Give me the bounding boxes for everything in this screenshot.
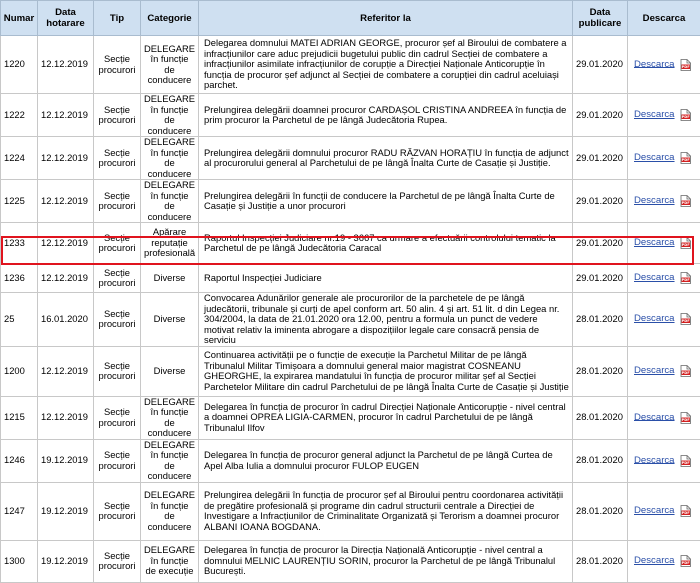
cell-numar: 1222 [1,94,38,137]
svg-text:PDF: PDF [681,511,690,515]
header-numar[interactable]: Numar [1,1,38,36]
cell-categorie: Diverse [141,346,199,396]
download-link[interactable]: Descarca [634,109,675,120]
cell-tip: Secție procurori [94,540,141,582]
cell-data-hotarare: 12.12.2019 [38,36,94,94]
cell-data-hotarare: 12.12.2019 [38,223,94,264]
cell-descarca [628,346,700,396]
cell-referitor: Raportul Inspecției Judiciare nr.19 - 3667 ca urmare a efectuării controlului tematic la Parchetul de pe lângă Judecătoria Caracal [199,223,573,264]
table-row [1,439,700,482]
pdf-icon[interactable] [680,313,691,325]
cell-categorie: DELEGARE în funcție de conducere [141,94,199,137]
pdf-icon[interactable] [680,109,691,121]
svg-text:PDF: PDF [681,461,690,465]
pdf-icon[interactable] [680,237,691,249]
table-row [1,396,700,439]
cell-numar: 1247 [1,482,38,540]
cell-data-hotarare: 12.12.2019 [38,264,94,293]
download-link[interactable]: Descarca [634,411,675,422]
cell-categorie: DELEGARE în funcție de conducere [141,396,199,439]
cell-descarca [628,223,700,264]
table-row [1,346,700,396]
cell-descarca [628,540,700,582]
cell-data-publicare: 29.01.2020 [573,137,628,180]
svg-text:PDF: PDF [681,158,690,162]
cell-referitor: Delegarea în funcția de procuror în cadrul Direcției Naționale Anticorupție - nivel central a doamnei OPREA LIGIA-CARMEN, procuror în cadrul Parchetului de pe lângă Tribunalul Ilfov [199,396,573,439]
cell-numar: 25 [1,293,38,347]
cell-numar: 1224 [1,137,38,180]
cell-data-publicare: 29.01.2020 [573,36,628,94]
cell-descarca [628,180,700,223]
cell-numar: 1233 [1,223,38,264]
cell-tip: Secție procurori [94,36,141,94]
table-header-row [1,1,700,36]
cell-data-publicare: 29.01.2020 [573,94,628,137]
cell-descarca [628,293,700,347]
cell-data-hotarare: 16.01.2020 [38,293,94,347]
cell-descarca [628,482,700,540]
cell-numar: 1300 [1,540,38,582]
download-link[interactable]: Descarca [634,505,675,516]
cell-descarca [628,264,700,293]
svg-text:PDF: PDF [681,418,690,422]
pdf-icon[interactable] [680,505,691,517]
cell-tip: Secție procurori [94,293,141,347]
cell-referitor: Convocarea Adunărilor generale ale procurorilor de la parchetele de pe lângă judecătorii, tribunale și curți de apel conform art. 50 alin. 4 și art. 51 lit. d din Legea nr. 304/2004, la data de 21.01.2020 ora 12.00, pentru a formula un punct de vedere motivat relativ la iminenta abrogare a dispozițiilor legale care consacră pensia de serviciu [199,293,573,347]
cell-descarca [628,137,700,180]
download-link[interactable]: Descarca [634,58,675,69]
svg-text:PDF: PDF [681,115,690,119]
header-referitor[interactable]: Referitor la [199,1,573,36]
cell-data-publicare: 28.01.2020 [573,540,628,582]
cell-data-publicare: 28.01.2020 [573,482,628,540]
cell-referitor: Prelungirea delegării domnului procuror RADU RĂZVAN HORAȚIU în funcția de adjunct al procurorului general al Parchetului de pe lângă Înalta Curte de Casație și Justiție. [199,137,573,180]
cell-tip: Secție procurori [94,180,141,223]
cell-data-hotarare: 12.12.2019 [38,94,94,137]
cell-data-publicare: 28.01.2020 [573,293,628,347]
table-row [1,293,700,347]
cell-referitor: Prelungirea delegării în funcții de conducere la Parchetul de pe lângă Înalta Curte de Casație și Justiție a unor procurori [199,180,573,223]
svg-text:PDF: PDF [681,319,690,323]
cell-data-hotarare: 19.12.2019 [38,439,94,482]
cell-referitor: Delegarea în funcția de procuror general adjunct la Parchetul de pe lângă Curtea de Apel Alba Iulia a domnului procuror FULOP EUGEN [199,439,573,482]
cell-data-publicare: 29.01.2020 [573,264,628,293]
cell-referitor: Continuarea activității pe o funcție de execuție la Parchetul Militar de pe lângă Tribunalul Militar Timișoara a domnului general maior magistrat COSNEANU GHEORGHE, la expirarea mandatului în funcția de procuror militar șef al Secției Parchetelor Militare din cadrul Parchetului de pe lângă Înalta Curte de Casație și Justiție [199,346,573,396]
table-row [1,137,700,180]
cell-data-publicare: 29.01.2020 [573,223,628,264]
cell-categorie: DELEGARE în funcție de conducere [141,180,199,223]
table-row [1,264,700,293]
svg-text:PDF: PDF [681,278,690,282]
svg-text:PDF: PDF [681,201,690,205]
download-link[interactable]: Descarca [634,555,675,566]
header-data-publicare[interactable]: Data publicare [573,1,628,36]
cell-data-publicare: 28.01.2020 [573,346,628,396]
cell-categorie: DELEGARE în funcție de conducere [141,482,199,540]
cell-numar: 1200 [1,346,38,396]
cell-descarca [628,36,700,94]
cell-categorie: Diverse [141,293,199,347]
cell-tip: Secție procurori [94,346,141,396]
header-tip[interactable]: Tip [94,1,141,36]
cell-data-hotarare: 19.12.2019 [38,482,94,540]
cell-numar: 1225 [1,180,38,223]
cell-referitor: Prelungirea delegării doamnei procuror CARDAȘOL CRISTINA ANDREEA în funcția de prim procuror la Parchetul de pe lângă Judecătoria Rupea. [199,94,573,137]
cell-referitor: Prelungirea delegării în funcția de procuror șef al Biroului pentru coordonarea activității de pregătire profesională și programe din cadrul structurii centrale a Direcției de Investigare a Infracțiunilor de Criminalitate Organizată și Terorism a doamnei procuror ALBANI IOANA BOGDANA. [199,482,573,540]
cell-tip: Secție procurori [94,223,141,264]
pdf-icon[interactable] [680,152,691,164]
pdf-icon[interactable] [680,272,691,284]
cell-categorie: DELEGARE în funcție de conducere [141,36,199,94]
cell-numar: 1236 [1,264,38,293]
cell-descarca [628,94,700,137]
cell-referitor: Raportul Inspecției Judiciare [199,264,573,293]
svg-text:PDF: PDF [681,65,690,69]
table-row [1,180,700,223]
cell-tip: Secție procurori [94,396,141,439]
cell-tip: Secție procurori [94,94,141,137]
table-row [1,482,700,540]
cell-categorie: DELEGARE în funcție de conducere [141,137,199,180]
pdf-icon[interactable] [680,555,691,567]
cell-data-hotarare: 12.12.2019 [38,396,94,439]
table-row [1,540,700,582]
cell-tip: Secție procurori [94,264,141,293]
download-link[interactable]: Descarca [634,195,675,206]
cell-tip: Secție procurori [94,482,141,540]
cell-tip: Secție procurori [94,439,141,482]
cell-referitor: Delegarea în funcția de procuror la Direcția Națională Anticorupție - nivel central a domnului MELNIC LAURENȚIU SORIN, procuror la Parchetul de pe lângă Tribunalul București. [199,540,573,582]
cell-numar: 1220 [1,36,38,94]
cell-categorie: Apărare reputație profesională [141,223,199,264]
download-link[interactable]: Descarca [634,272,675,283]
pdf-icon[interactable] [680,365,691,377]
cell-data-hotarare: 12.12.2019 [38,180,94,223]
cell-data-hotarare: 12.12.2019 [38,137,94,180]
pdf-icon[interactable] [680,195,691,207]
cell-data-publicare: 28.01.2020 [573,396,628,439]
pdf-icon[interactable] [680,455,691,467]
download-link[interactable]: Descarca [634,365,675,376]
cell-data-publicare: 28.01.2020 [573,439,628,482]
cell-data-hotarare: 12.12.2019 [38,346,94,396]
download-link[interactable]: Descarca [634,237,675,248]
svg-text:PDF: PDF [681,243,690,247]
cell-data-hotarare: 19.12.2019 [38,540,94,582]
cell-categorie: DELEGARE în funcție de execuție [141,540,199,582]
pdf-icon[interactable] [680,412,691,424]
cell-descarca [628,396,700,439]
cell-numar: 1246 [1,439,38,482]
header-categorie[interactable]: Categorie [141,1,199,36]
table-row [1,94,700,137]
download-link[interactable]: Descarca [634,152,675,163]
svg-text:PDF: PDF [681,561,690,565]
cell-data-publicare: 29.01.2020 [573,180,628,223]
download-link[interactable]: Descarca [634,454,675,465]
cell-numar: 1215 [1,396,38,439]
download-link[interactable]: Descarca [634,313,675,324]
header-data-hotarare[interactable]: Data hotarare [38,1,94,36]
pdf-icon[interactable] [680,59,691,71]
cell-referitor: Delegarea domnului MATEI ADRIAN GEORGE, procuror șef al Biroului de combatere a infracțiunilor care aduc prejudicii bugetului public din cadrul Secției de combatere a infracțiunilor asimilate infracțiunilor de corupție a Direcției Naționale Anticorupție în funcția de procuror șef adjunct al Secției de combatere a corupției din cadrul aceluiași parchet. [199,36,573,94]
table-row [1,36,700,94]
cell-descarca [628,439,700,482]
cell-categorie: Diverse [141,264,199,293]
cell-tip: Secție procurori [94,137,141,180]
header-descarca[interactable]: Descarca [628,1,700,36]
cell-categorie: DELEGARE în funcție de conducere [141,439,199,482]
svg-text:PDF: PDF [681,371,690,375]
table-row [1,223,700,264]
